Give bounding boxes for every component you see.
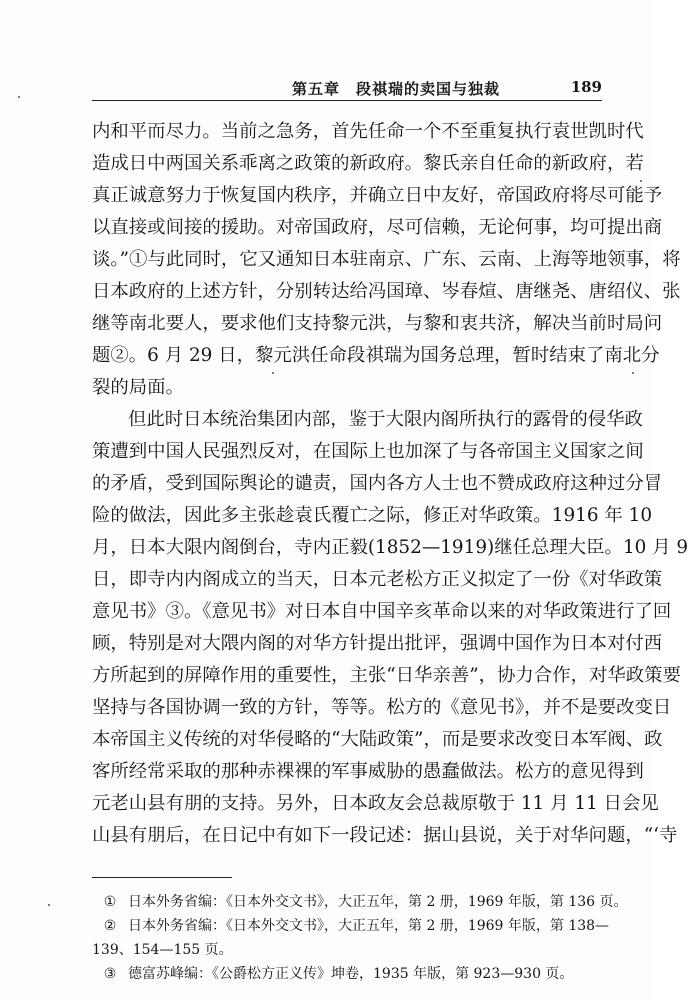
footnote-mark: ② — [103, 918, 117, 934]
text-line: 的矛盾，受到国际舆论的谴责，国内各方人士也不赞成政府这种过分冒 — [92, 473, 663, 494]
text-line: 策遭到中国人民强烈反对，在国际上也加深了与各帝国主义国家之间 — [92, 441, 644, 462]
running-title: 第五章 段祺瑞的卖国与独裁 — [292, 80, 501, 98]
text-line: 顾，特别是对大隈内阁的对华方针提出批评，强调中国作为日本对付西 — [92, 633, 663, 654]
footnote-2 — [92, 914, 622, 938]
scan-speck — [18, 96, 20, 98]
main-text — [92, 116, 688, 852]
text-line: 继等南北要人，要求他们支持黎元洪，与黎和衷共济，解决当前时局问 — [92, 313, 663, 334]
text-line: 险的做法，因此多主张趁袁氏覆亡之际，修正对华政策。1916 年 10 — [92, 505, 653, 526]
text-line: 方所起到的屏障作用的重要性，主张“日华亲善”，协力合作，对华政策要 — [92, 665, 681, 686]
text-line: 日，即寺内内阁成立的当天，日本元老松方正义拟定了一份《对华政策 — [92, 569, 663, 590]
footnote-text: 139、154—155 页。 — [92, 942, 233, 958]
page-header — [92, 78, 602, 101]
text-line: 日本政府的上述方针，分别转达给冯国璋、岑春煊、唐继尧、唐绍仪、张 — [92, 281, 681, 302]
text-line: 本帝国主义传统的对华侵略的“大陆政策”，而是要求改变日本军阀、政 — [92, 729, 663, 750]
footnotes — [92, 890, 628, 986]
text-line: 裂的局面。 — [92, 377, 184, 398]
text-line: 谈。”①与此同时，它又通知日本驻南京、广东、云南、上海等地领事，将 — [92, 249, 681, 270]
text-line: 题②。6 月 29 日，黎元洪任命段祺瑞为国务总理，暂时结束了南北分 — [92, 345, 660, 366]
footnote-text: 日本外务省编：《日本外交文书》，大正五年，第 2 册，1969 年版，第 138— — [128, 918, 610, 934]
footnote-text: 日本外务省编：《日本外交文书》，大正五年，第 2 册，1969 年版，第 136 页。 — [128, 894, 628, 910]
paragraph-start-line: 但此时日本统治集团内部，鉴于大限内阁所执行的露骨的侵华政 — [128, 409, 643, 430]
text-line: 客所经常采取的那种赤裸裸的军事威胁的愚蠢做法。松方的意见得到 — [92, 761, 644, 782]
scan-speck — [632, 372, 634, 374]
footnote-3 — [92, 962, 622, 986]
scan-speck — [272, 372, 274, 374]
text-line: 坚持与各国协调一致的方针，等等。松方的《意见书》，并不是要改变日 — [92, 697, 672, 718]
footnote-2-continued — [92, 938, 622, 962]
text-line: 意见书》③。《意见书》对日本自中国辛亥革命以来的对华政策进行了回 — [92, 601, 672, 622]
text-line: 真正诚意努力于恢复国内秩序，并确立日中友好，帝国政府将尽可能予 — [92, 185, 663, 206]
text-line: 元老山县有朋的支持。另外，日本政友会总裁原敬于 11 月 11 日会见 — [92, 793, 659, 814]
scan-speck — [640, 180, 642, 182]
footnote-1 — [92, 890, 628, 914]
text-line: 山县有朋后，在日记中有如下一段记述：据山县说，关于对华问题，“‘寺 — [92, 825, 678, 846]
footnote-mark: ③ — [103, 966, 117, 982]
page-number: 189 — [570, 78, 602, 96]
footnote-text: 德富苏峰编：《公爵松方正义传》坤卷，1935 年版，第 923—930 页。 — [128, 966, 574, 982]
footnote-mark: ① — [103, 894, 117, 910]
text-line: 造成日中两国关系乖离之政策的新政府。黎氏亲自任命的新政府，若 — [92, 153, 644, 174]
text-line: 以直接或间接的援助。对帝国政府，尽可信赖，无论何事，均可提出商 — [92, 217, 663, 238]
scan-speck — [48, 904, 50, 906]
text-line: 内和平而尽力。当前之急务，首先任命一个不至重复执行袁世凯时代 — [92, 121, 644, 142]
footnote-divider — [92, 877, 232, 878]
text-line: 月，日本大限内阁倒台，寺内正毅(1852—1919)继任总理大臣。10 月 9 — [92, 537, 688, 558]
